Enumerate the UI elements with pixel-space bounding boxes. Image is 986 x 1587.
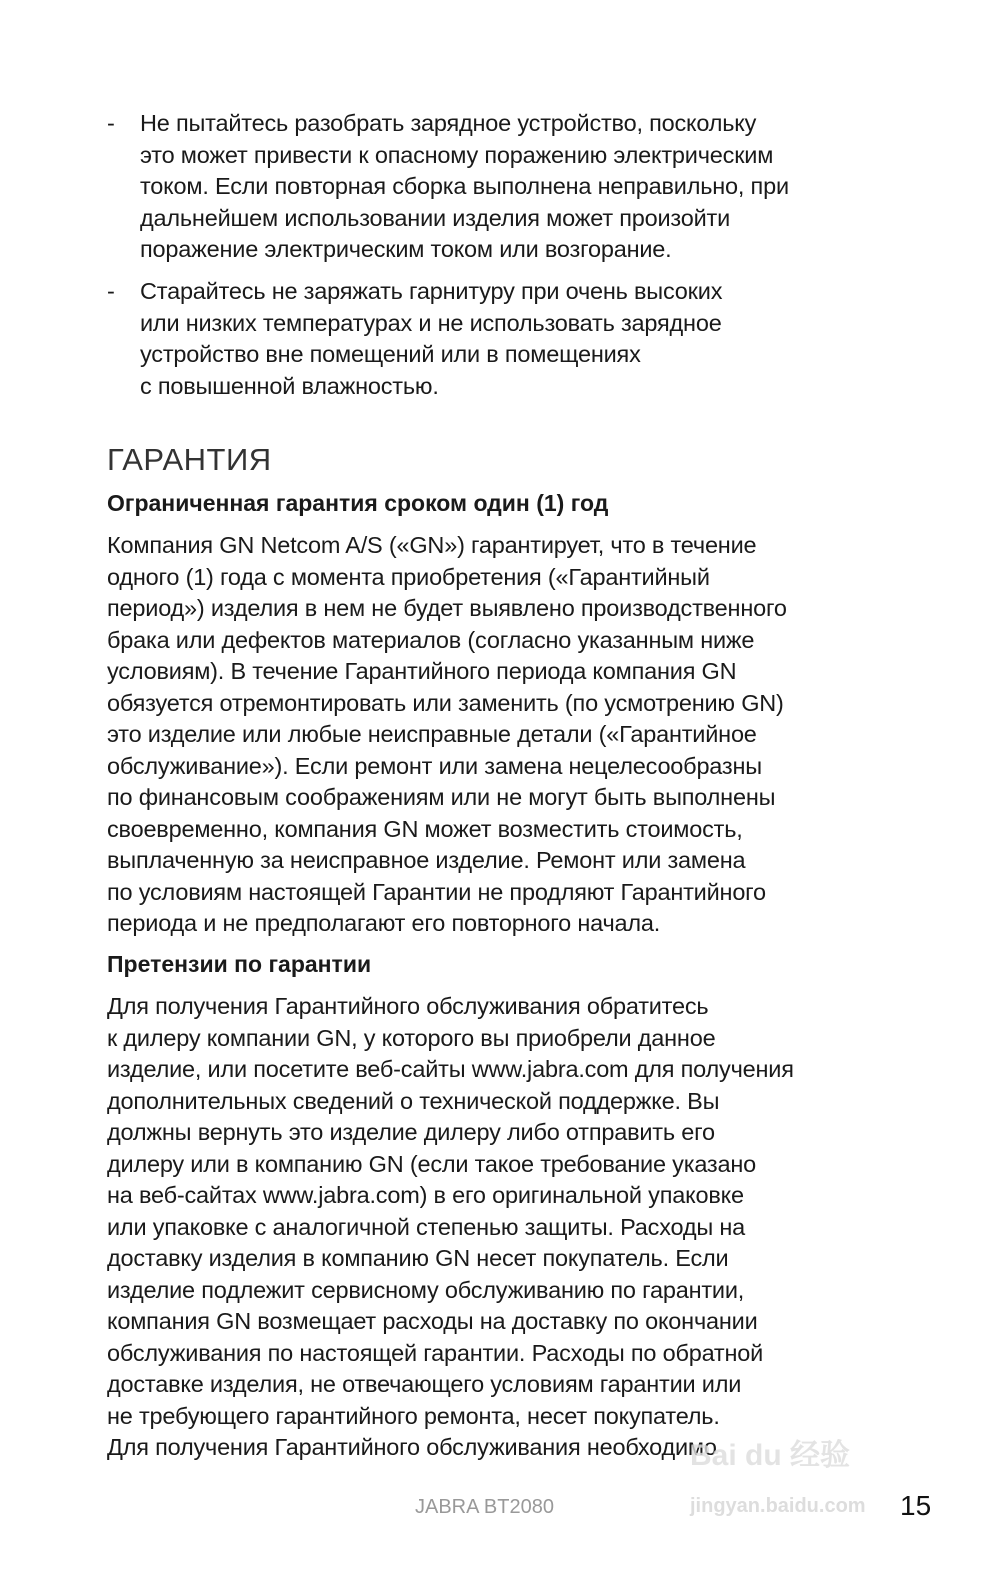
- text-line: не требующего гарантийного ремонта, несет покупатель.: [107, 1402, 720, 1429]
- baidu-watermark-url: jingyan.baidu.com: [690, 1495, 866, 1517]
- text-line: период») изделия в нем не будет выявлено производственного: [107, 595, 787, 621]
- text-line: Для получения Гарантийного обслуживания обратитесь: [107, 993, 709, 1019]
- bullet-text: [140, 276, 722, 402]
- text-line: периода и не предполагают его повторного начала.: [107, 910, 661, 936]
- text-line: одного (1) года с момента приобретения («Гарантийный: [107, 563, 710, 590]
- text-line: должны вернуть это изделие дилеру либо отправить его: [107, 1119, 715, 1145]
- text-line: Компания GN Netcom A/S («GN») гарантирует, что в течение: [107, 532, 757, 558]
- text-line: обслуживания по настоящей гарантии. Расходы по обратной: [107, 1339, 764, 1366]
- text-line: к дилеру компании GN, у которого вы приобрели данное: [107, 1024, 716, 1051]
- bullet-marker: -: [107, 278, 115, 304]
- text-line: условиям). В течение Гарантийного периода компания GN: [107, 658, 737, 684]
- text-line: током. Если повторная сборка выполнена неправильно, при: [140, 173, 789, 199]
- baidu-watermark-logo: Bai du 经验: [690, 1439, 851, 1472]
- text-line: доставку изделия в компанию GN несет покупатель. Если: [107, 1245, 729, 1271]
- text-line: или упаковке с аналогичной степенью защиты. Расходы на: [107, 1213, 746, 1240]
- text-line: с повышенной влажностью.: [140, 372, 439, 399]
- claims-paragraph: [107, 991, 794, 1464]
- text-line: обязуется отремонтировать или заменить (по усмотрению GN): [107, 689, 784, 716]
- text-line: своевременно, компания GN может возместить стоимость,: [107, 815, 743, 842]
- text-line: устройство вне помещений или в помещениях: [140, 341, 641, 367]
- text-line: брака или дефектов материалов (согласно указанным ниже: [107, 626, 755, 653]
- page-number: 15: [900, 1490, 932, 1521]
- bullet-text: [140, 108, 789, 266]
- footer-product-name: JABRA BT2080: [415, 1496, 554, 1518]
- text-line: Не пытайтесь разобрать зарядное устройство, поскольку: [140, 110, 757, 136]
- subsection-title-limited-warranty: Ограниченная гарантия сроком один (1) год: [107, 490, 609, 516]
- text-line: это изделие или любые неисправные детали («Гарантийное: [107, 721, 757, 747]
- text-line: по условиям настоящей Гарантии не продляют Гарантийного: [107, 878, 766, 905]
- text-line: обслуживание»). Если ремонт или замена нецелесообразны: [107, 752, 762, 779]
- text-line: доставке изделия, не отвечающего условиям гарантии или: [107, 1371, 742, 1397]
- subsection-title-warranty-claims: Претензии по гарантии: [107, 951, 372, 977]
- text-line: Старайтесь не заряжать гарнитуру при очень высоких: [140, 278, 723, 304]
- text-line: поражение электрическим током или возгорание.: [140, 236, 672, 262]
- text-line: изделие, или посетите веб-сайты www.jabra.com для получения: [107, 1056, 794, 1082]
- text-line: дилеру или в компанию GN (если такое требование указано: [107, 1150, 757, 1177]
- warranty-paragraph: [107, 530, 787, 940]
- text-line: выплаченную за неисправное изделие. Ремонт или замена: [107, 847, 746, 873]
- text-line: дополнительных сведений о технической поддержке. Вы: [107, 1087, 720, 1114]
- text-line: Для получения Гарантийного обслуживания необходимо: [107, 1434, 717, 1460]
- text-line: дальнейшем использовании изделия может произойти: [140, 204, 730, 231]
- text-line: или низких температурах и не использовать зарядное: [140, 309, 722, 336]
- text-line: компания GN возмещает расходы на доставку по окончании: [107, 1308, 758, 1334]
- text-line: на веб-сайтах www.jabra.com) в его оригинальной упаковке: [107, 1182, 744, 1208]
- section-title: ГАРАНТИЯ: [107, 442, 272, 477]
- text-line: это может привести к опасному поражению электрическим: [140, 141, 774, 168]
- text-line: по финансовым соображениям или не могут быть выполнены: [107, 784, 776, 810]
- bullet-marker: -: [107, 110, 115, 136]
- text-line: изделие подлежит сервисному обслуживанию по гарантии,: [107, 1276, 745, 1303]
